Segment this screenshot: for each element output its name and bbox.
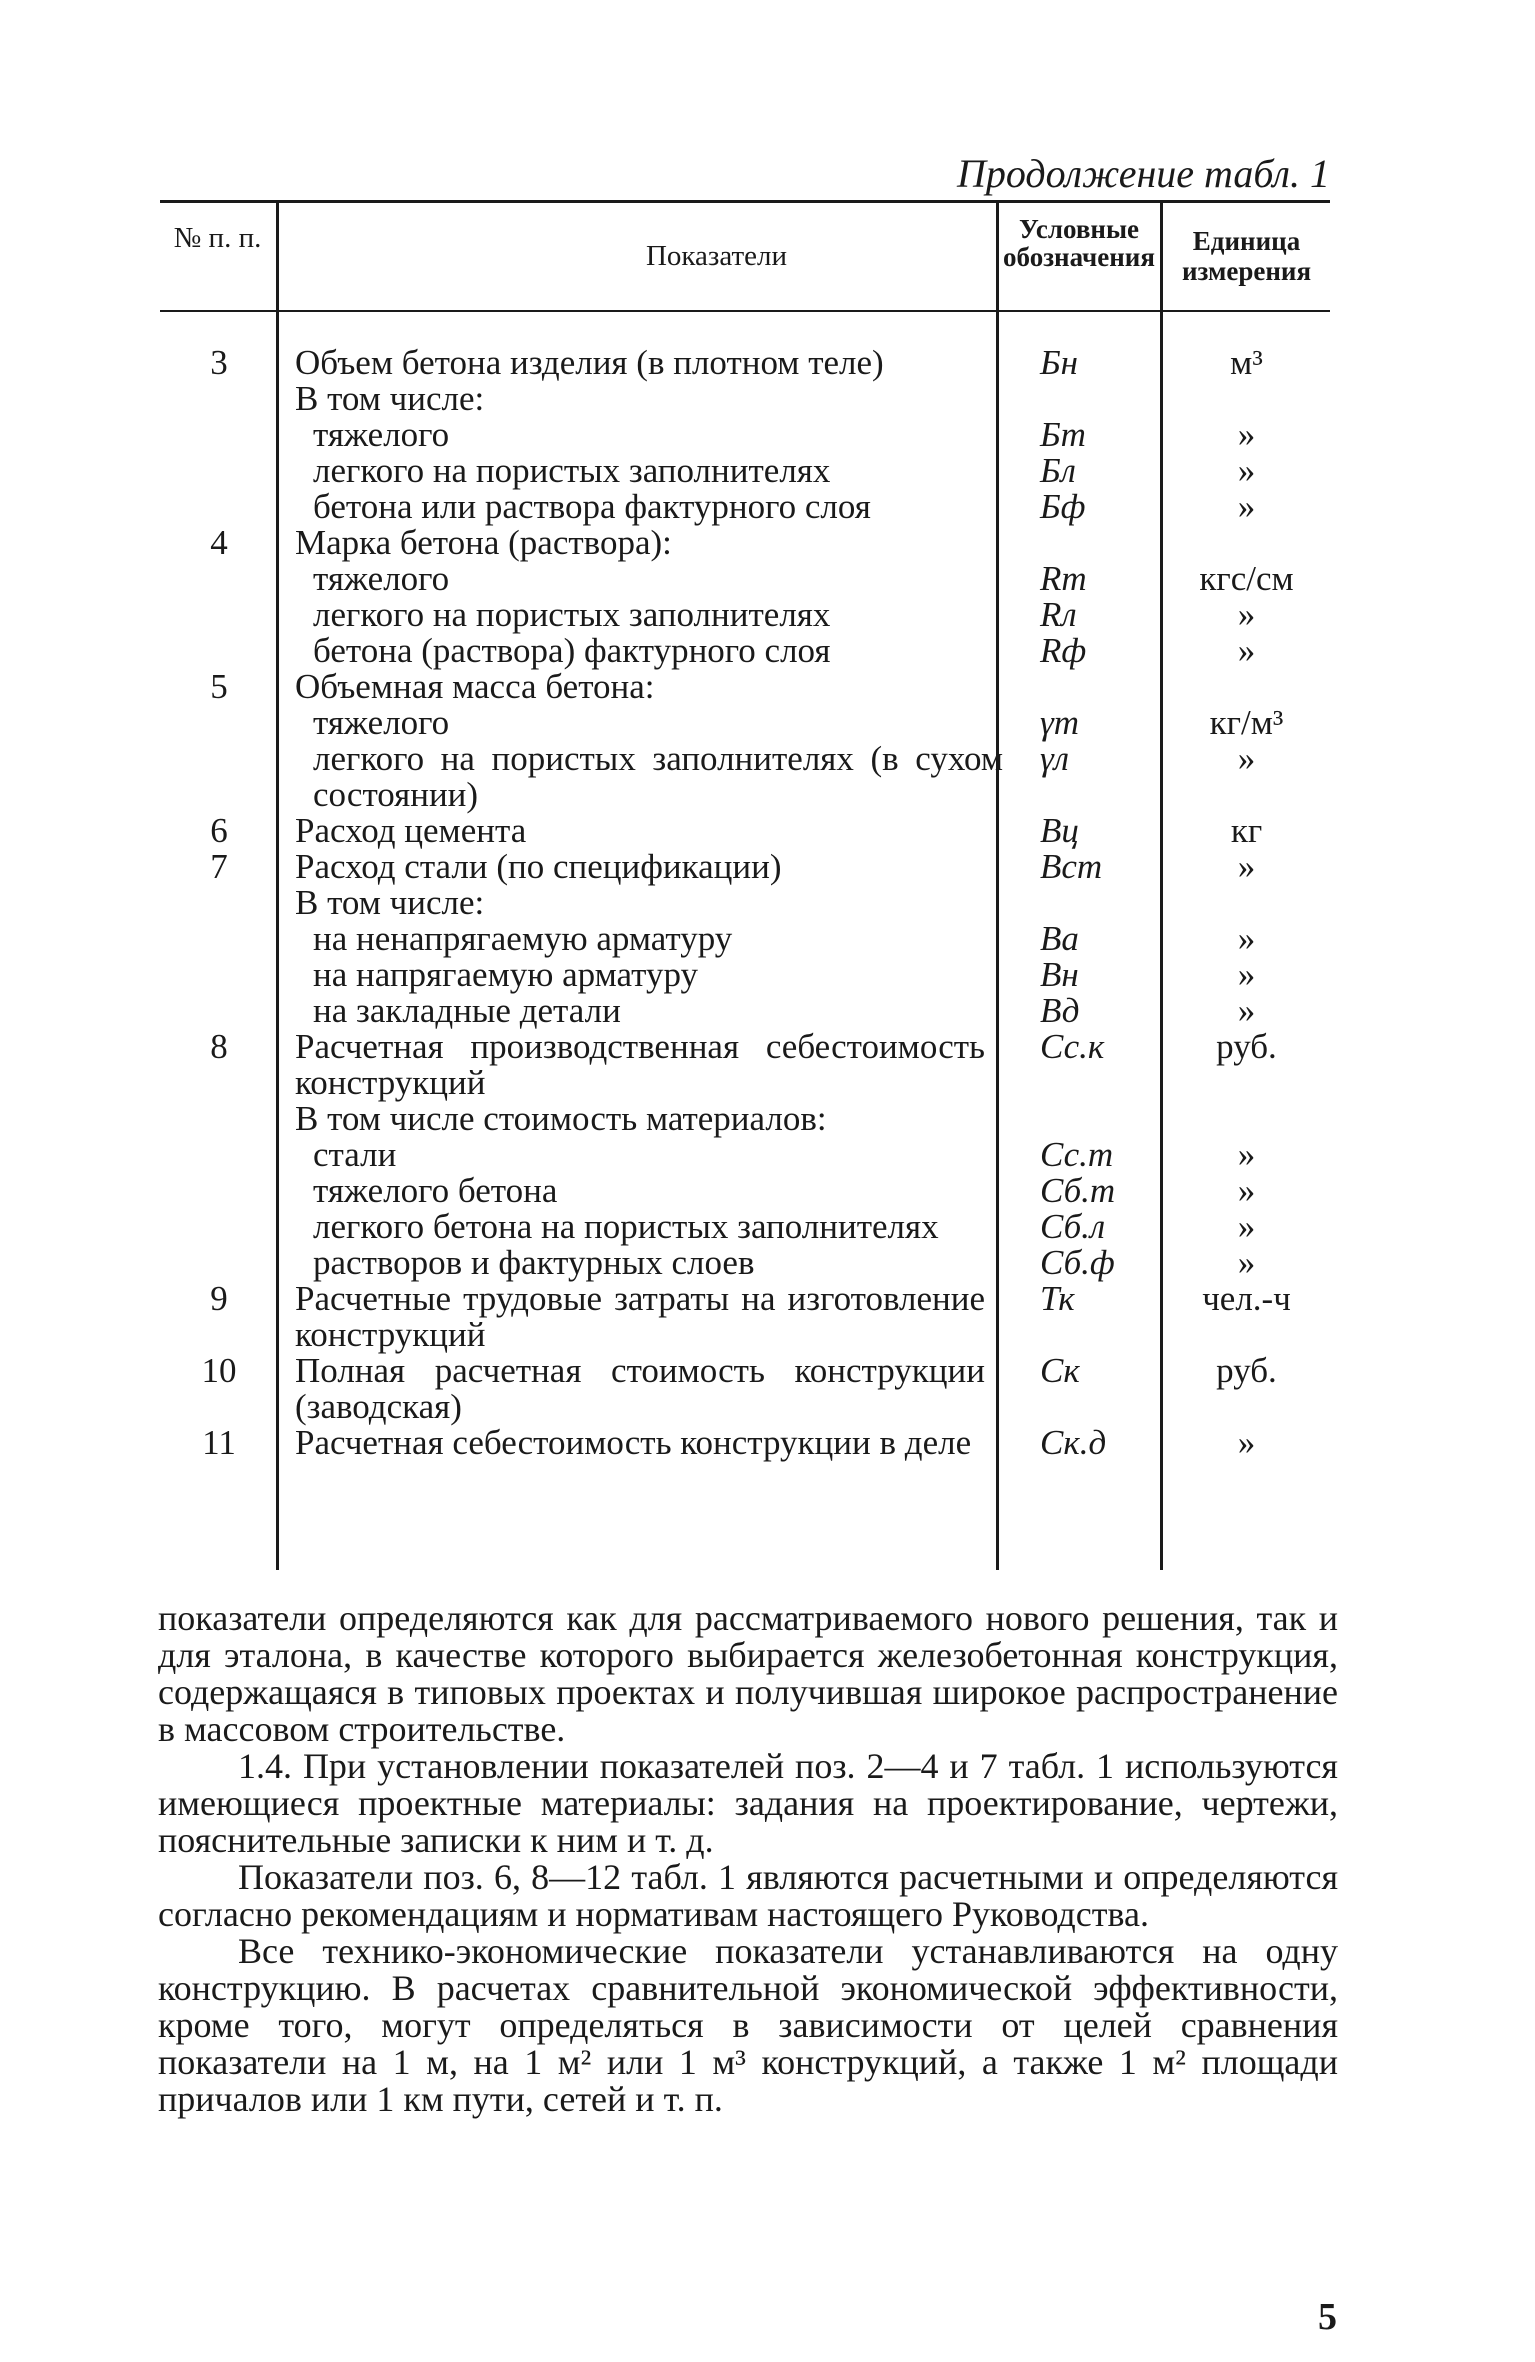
- table-body: [160, 345, 1330, 1461]
- row-indicator: Марка бетона (раствора):: [295, 523, 672, 562]
- table-row: [160, 921, 1330, 957]
- row-unit: кг/м³: [1209, 703, 1284, 742]
- row-number: 3: [210, 343, 228, 382]
- table-row: [160, 813, 1330, 849]
- row-number: 11: [202, 1423, 236, 1462]
- table-header-rule: [160, 310, 1330, 312]
- row-indicator: Расход цемента: [295, 811, 527, 850]
- row-unit: »: [1237, 631, 1256, 670]
- row-indicator: В том числе стоимость материалов:: [295, 1099, 827, 1138]
- row-indicator: Объем бетона изделия (в плотном теле): [295, 343, 884, 382]
- table-row: [160, 561, 1330, 597]
- row-number: 9: [210, 1279, 228, 1318]
- row-indicator: Расчетная себестоимость конструкции в деле: [295, 1423, 972, 1462]
- row-indicator: легкого на пористых заполнителях: [313, 451, 831, 490]
- row-unit: руб.: [1216, 1027, 1277, 1066]
- paragraph: Показатели поз. 6, 8—12 табл. 1 являются расчетными и определяются согласно рекомендациям и нормативам настоящего Руководства.: [158, 1857, 1338, 1934]
- row-indicator: легкого бетона на пористых заполнителях: [313, 1207, 939, 1246]
- row-symbol: Ск: [1040, 1351, 1080, 1390]
- table-row: [160, 1245, 1330, 1281]
- paragraph: 1.4. При установлении показателей поз. 2—4 и 7 табл. 1 используются имеющиеся проектные материалы: задания на проектирование, чертежи, пояснительные записки к ним и т. д.: [158, 1746, 1338, 1860]
- row-symbol: Тк: [1040, 1279, 1075, 1318]
- table-row: [160, 705, 1330, 741]
- row-indicator: растворов и фактурных слоев: [313, 1243, 755, 1282]
- row-number: 5: [210, 667, 228, 706]
- table-row: [160, 345, 1330, 381]
- table-row: [160, 669, 1330, 705]
- row-unit: руб.: [1216, 1351, 1277, 1390]
- row-unit: »: [1237, 1423, 1256, 1462]
- row-unit: м³: [1230, 343, 1263, 382]
- row-symbol: Ва: [1040, 919, 1079, 958]
- body-text: [158, 1600, 1338, 2118]
- row-indicator: Полная расчетная стоимость конструкции (заводская): [295, 1351, 985, 1426]
- row-unit: »: [1237, 955, 1256, 994]
- paragraph: показатели определяются как для рассматриваемого нового решения, так и для эталона, в качестве которого выбирается железобетонная конструкция, содержащаяся в типовых проектах и получившая широкое распространение в массовом строительстве.: [158, 1598, 1338, 1749]
- table-row: [160, 1425, 1330, 1461]
- header-symbols: Условные обозначения: [1003, 214, 1155, 272]
- row-unit: »: [1237, 487, 1256, 526]
- row-symbol: Rл: [1040, 595, 1077, 634]
- row-number: 7: [210, 847, 228, 886]
- row-indicator: Расход стали (по спецификации): [295, 847, 782, 886]
- row-unit: »: [1237, 1243, 1256, 1282]
- table-row: [160, 525, 1330, 561]
- row-unit: »: [1237, 595, 1256, 634]
- page-number: 5: [1318, 2296, 1337, 2338]
- table-row: [160, 885, 1330, 921]
- row-indicator: тяжелого: [313, 559, 450, 598]
- table-row: [160, 453, 1330, 489]
- row-indicator: тяжелого бетона: [313, 1171, 558, 1210]
- row-symbol: Rт: [1040, 559, 1087, 598]
- row-symbol: Бн: [1040, 343, 1079, 382]
- row-symbol: Rф: [1040, 631, 1087, 670]
- table-row: [160, 849, 1330, 885]
- table-row: [160, 1173, 1330, 1209]
- row-symbol: Вст: [1040, 847, 1103, 886]
- table-row: [160, 993, 1330, 1029]
- table-row: [160, 741, 1330, 813]
- row-number: 10: [201, 1351, 237, 1390]
- header-number: № п. п.: [173, 222, 262, 254]
- table-row: [160, 1281, 1330, 1353]
- row-symbol: γт: [1040, 703, 1080, 742]
- row-indicator: легкого на пористых заполнителях (в сухом состоянии): [313, 739, 1003, 814]
- row-indicator: на ненапрягаемую арматуру: [313, 919, 733, 958]
- row-indicator: тяжелого: [313, 703, 450, 742]
- row-unit: »: [1237, 739, 1256, 778]
- row-indicator: бетона или раствора фактурного слоя: [313, 487, 871, 526]
- row-indicator: Расчетные трудовые затраты на изготовление конструкций: [295, 1279, 985, 1354]
- row-indicator: стали: [313, 1135, 397, 1174]
- row-indicator: на закладные детали: [313, 991, 621, 1030]
- table-row: [160, 489, 1330, 525]
- row-indicator: на напрягаемую арматуру: [313, 955, 699, 994]
- row-unit: »: [1237, 1135, 1256, 1174]
- table-row: [160, 597, 1330, 633]
- row-symbol: Сс.т: [1040, 1135, 1114, 1174]
- row-symbol: Ск.д: [1040, 1423, 1107, 1462]
- row-indicator: В том числе:: [295, 883, 485, 922]
- row-indicator: Объемная масса бетона:: [295, 667, 655, 706]
- continuation-caption: Продолжение табл. 1: [956, 151, 1330, 196]
- table-row: [160, 417, 1330, 453]
- table-row: [160, 1137, 1330, 1173]
- row-unit: »: [1237, 919, 1256, 958]
- row-indicator: легкого на пористых заполнителях: [313, 595, 831, 634]
- row-indicator: тяжелого: [313, 415, 450, 454]
- row-symbol: Бт: [1040, 415, 1086, 454]
- row-symbol: Вн: [1040, 955, 1079, 994]
- row-indicator: Расчетная производственная себестоимость конструкций: [295, 1027, 985, 1102]
- row-number: 4: [210, 523, 228, 562]
- row-unit: кгс/см: [1199, 559, 1294, 598]
- table-row: [160, 1353, 1330, 1425]
- table-row: [160, 1101, 1330, 1137]
- row-indicator: бетона (раствора) фактурного слоя: [313, 631, 831, 670]
- row-symbol: Бл: [1040, 451, 1076, 490]
- table-row: [160, 381, 1330, 417]
- paragraph: Все технико-экономические показатели устанавливаются на одну конструкцию. В расчетах сравнительной экономической эффективности, кроме того, могут определяться в зависимости от целей сравнения показатели на 1 м, на 1 м² или 1 м³ конструкций, а также 1 м² площади причалов или 1 км пути, сетей и т. п.: [158, 1931, 1338, 2119]
- row-symbol: Сб.л: [1040, 1207, 1106, 1246]
- row-symbol: Вц: [1040, 811, 1079, 850]
- row-symbol: Сб.т: [1040, 1171, 1116, 1210]
- table-row: [160, 1029, 1330, 1101]
- table-row: [160, 957, 1330, 993]
- row-unit: »: [1237, 1207, 1256, 1246]
- table-row: [160, 1209, 1330, 1245]
- row-symbol: Сб.ф: [1040, 1243, 1115, 1282]
- row-symbol: γл: [1040, 739, 1070, 778]
- row-symbol: Сс.к: [1040, 1027, 1105, 1066]
- row-unit: »: [1237, 1171, 1256, 1210]
- row-unit: кг: [1230, 811, 1263, 850]
- row-number: 6: [210, 811, 228, 850]
- table-row: [160, 633, 1330, 669]
- row-symbol: Бф: [1040, 487, 1086, 526]
- table-top-rule: [160, 200, 1330, 203]
- row-indicator: В том числе:: [295, 379, 485, 418]
- row-unit: »: [1237, 847, 1256, 886]
- row-unit: »: [1237, 415, 1256, 454]
- row-number: 8: [210, 1027, 228, 1066]
- header-unit: Единица измерения: [1181, 226, 1312, 286]
- row-unit: »: [1237, 451, 1256, 490]
- header-indicators: Показатели: [645, 240, 788, 272]
- row-unit: »: [1237, 991, 1256, 1030]
- row-symbol: Вд: [1040, 991, 1080, 1030]
- row-unit: чел.-ч: [1202, 1279, 1291, 1318]
